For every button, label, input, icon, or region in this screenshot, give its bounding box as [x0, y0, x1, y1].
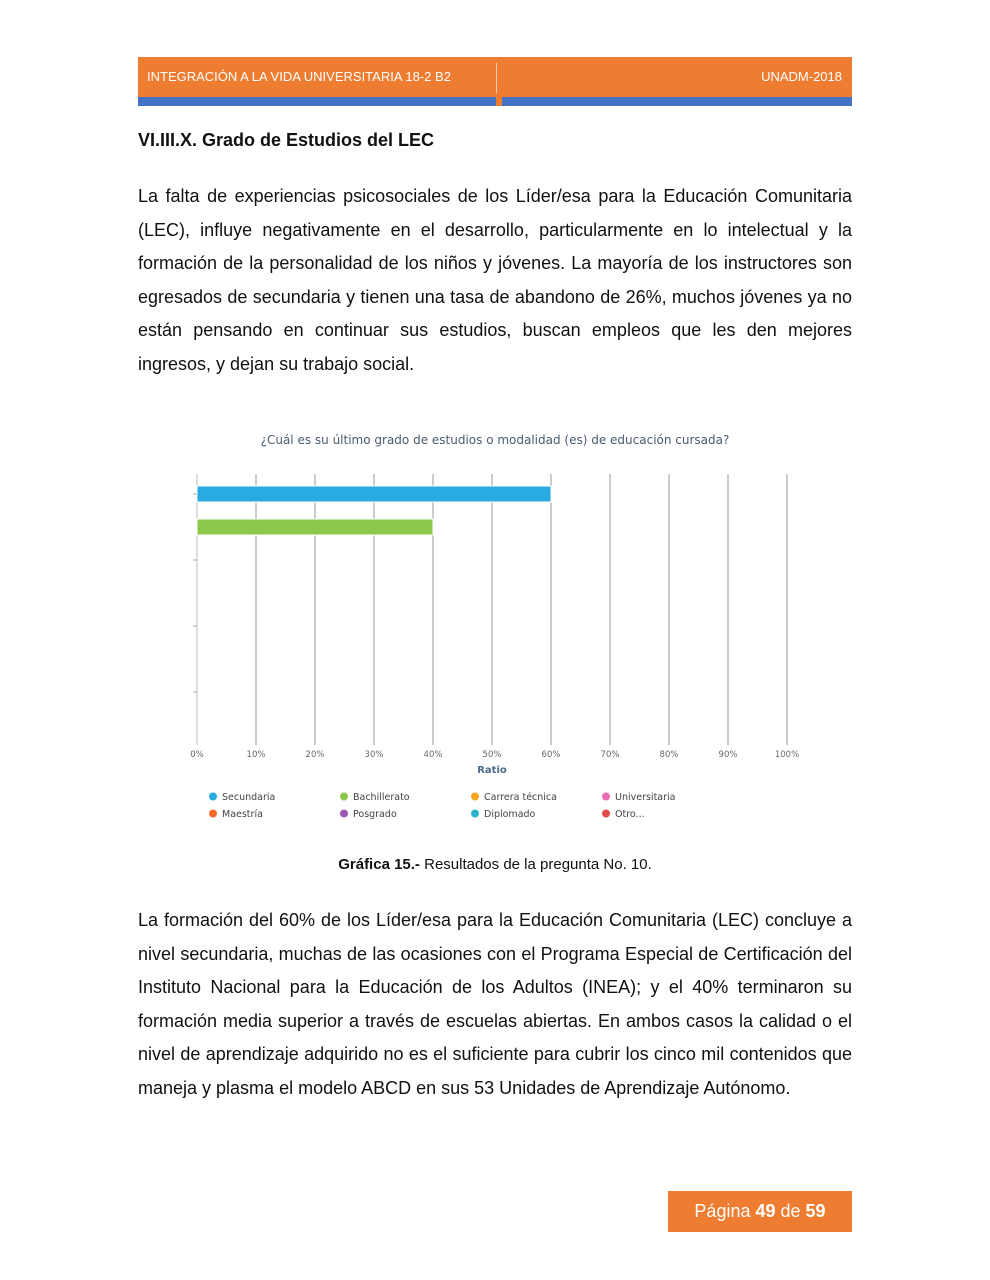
x-tick-label: 90%: [718, 750, 738, 760]
legend-label: Bachillerato: [353, 792, 410, 803]
legend-marker: [340, 793, 348, 801]
caption-label: Gráfica 15.-: [338, 856, 420, 873]
caption-text: Resultados de la pregunta No. 10.: [419, 856, 652, 873]
legend-marker: [602, 793, 610, 801]
page-header: [138, 57, 852, 97]
x-tick-label: 10%: [246, 750, 266, 760]
legend-marker: [471, 793, 479, 801]
legend-marker: [340, 810, 348, 818]
chart-title: ¿Cuál es su último grado de estudios o modalidad (es) de educación cursada?: [260, 433, 730, 447]
legend-marker: [602, 810, 610, 818]
x-tick-label: 50%: [482, 750, 502, 760]
x-tick-label: 0%: [190, 750, 204, 760]
legend-label: Universitaria: [615, 792, 676, 803]
x-tick-label: 60%: [541, 750, 561, 760]
paragraph-intro: La falta de experiencias psicosociales de los Líder/esa para la Educación Comunitaria (LEC), influye negativamente en el desarrollo, particularmente en lo intelectual y la formación de la personalidad de los niños y jóvenes. La mayoría de los instructores son egresados de secundaria y tienen una tasa de abandono de 26%, muchos jóvenes ya no están pensando en continuar sus estudios, buscan empleos que les den mejores ingresos, y dejan su trabajo social.: [138, 186, 852, 374]
x-tick-label: 70%: [600, 750, 620, 760]
legend-label: Otro...: [615, 809, 645, 820]
header-accent-bar: [138, 97, 852, 106]
figure-caption: [0, 856, 990, 873]
legend-label: Secundaria: [222, 792, 276, 803]
x-tick-label: 100%: [774, 750, 800, 760]
current-page-number: 49: [755, 1201, 776, 1221]
legend-marker: [209, 810, 217, 818]
legend-marker: [209, 793, 217, 801]
paragraph-analysis: La formación del 60% de los Líder/esa para la Educación Comunitaria (LEC) concluye a nivel secundaria, muchas de las ocasiones con el Programa Especial de Certificación del Instituto Nacional para la Educación de los Adultos (INEA); y el 40% terminaron su formación media superior a través de escuelas abiertas. En ambos casos la calidad o el nivel de aprendizaje adquirido no es el suficiente para cubrir los cinco mil contenidos que maneja y plasma el modelo ABCD en sus 53 Unidades de Aprendizaje Autónomo.: [138, 910, 852, 1098]
header-bar-notch: [496, 97, 502, 106]
x-tick-label: 30%: [364, 750, 384, 760]
bar-secundaria: [197, 486, 551, 502]
legend-label: Posgrado: [353, 809, 397, 820]
x-tick-label: 80%: [659, 750, 679, 760]
legend-label: Maestría: [222, 809, 263, 820]
legend-label: Carrera técnica: [484, 792, 557, 803]
x-axis-label: Ratio: [477, 765, 507, 776]
header-separator: [496, 63, 497, 93]
legend-label: Diplomado: [484, 809, 536, 820]
section-heading: VI.III.X. Grado de Estudios del LEC: [138, 130, 435, 150]
page-number-box: [668, 1191, 852, 1232]
header-institution: UNADM-2018: [761, 69, 842, 84]
total-pages-number: 59: [805, 1201, 826, 1221]
x-tick-label: 40%: [423, 750, 443, 760]
bar-chart: [180, 420, 810, 840]
page-word: Página: [694, 1201, 756, 1221]
x-tick-label: 20%: [305, 750, 325, 760]
legend-marker: [471, 810, 479, 818]
header-course-title: INTEGRACIÓN A LA VIDA UNIVERSITARIA 18-2 B2: [147, 69, 451, 84]
of-word: de: [775, 1201, 806, 1221]
chart-container: [180, 420, 810, 840]
bar-bachillerato: [197, 519, 433, 535]
